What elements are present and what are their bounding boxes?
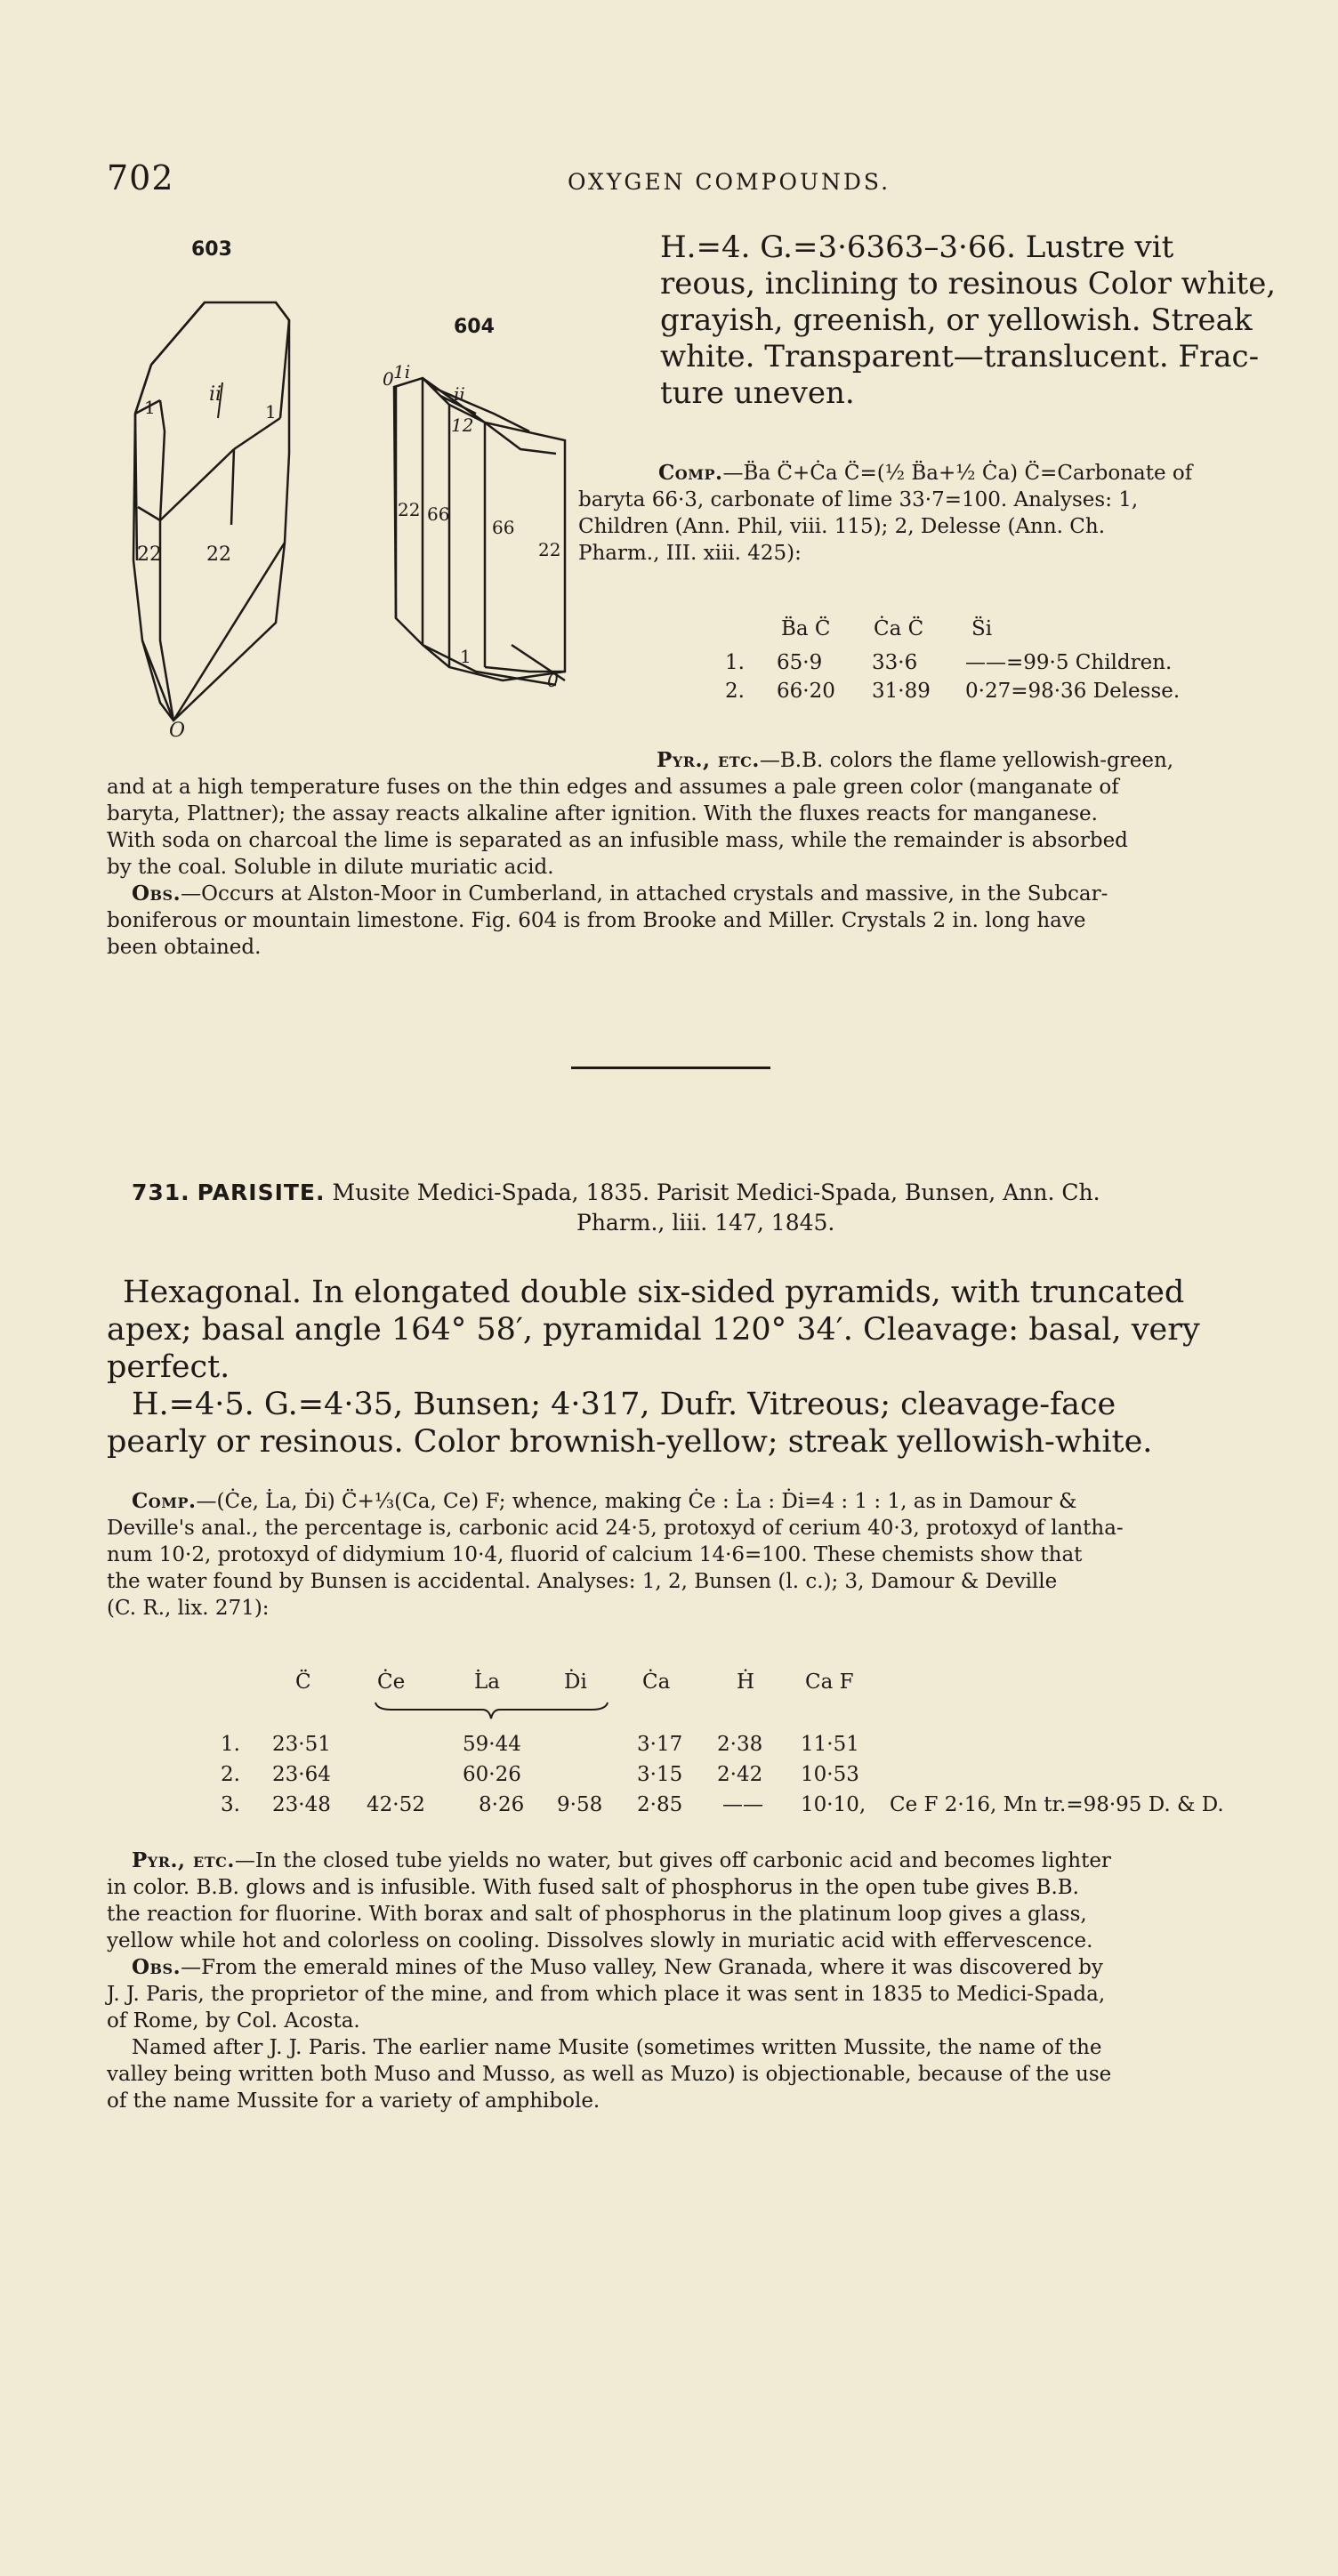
table-header: Ċa [642,1670,671,1694]
table-header: S̈i [971,617,993,640]
text-line: apex; basal angle 164° 58′, pyramidal 120° 34′. Cleavage: basal, very [107,1312,1200,1348]
species-name: PARISITE. [197,1179,326,1205]
table-header: Ḣ [737,1670,755,1694]
svg-text:66: 66 [427,503,450,525]
table-cell: 10·10, [801,1793,866,1816]
table-cell: 2·42 [717,1763,763,1786]
table-cell: 3·17 [637,1733,683,1756]
group-brace [374,1699,609,1722]
table-cell: 33·6 [872,651,918,674]
table-cell: 2·38 [717,1733,763,1756]
text-line: —From the emerald mines of the Muso valley, New Granada, where it was discovered by [181,1956,1103,1979]
table-cell: 1. [725,651,745,674]
parisite-pyrognostics [107,1847,1326,2114]
table-cell: 65·9 [777,651,823,674]
figure-604-label: 604 [454,316,495,338]
table-header: Ca F [805,1670,854,1694]
svg-text:22: 22 [398,499,421,520]
svg-text:O: O [169,720,186,738]
svg-text:66: 66 [492,517,515,538]
text-line: pearly or resinous. Color brownish-yellow; streak yellowish-white. [107,1424,1153,1460]
text-line: baryta 66·3, carbonate of lime 33·7=100. Analyses: 1, [578,488,1139,511]
text-line: ture uneven. [660,375,855,411]
table-cell: 42·52 [367,1793,425,1816]
table-header: L̇a [474,1670,500,1694]
text-line: Deville's anal., the percentage is, carbonic acid 24·5, protoxyd of cerium 40·3, protoxyd of lantha- [107,1517,1124,1540]
running-head: OXYGEN COMPOUNDS. [568,169,891,195]
table-cell: 3. [221,1793,240,1816]
witherite-pyrognostics [107,747,1326,961]
svg-text:1: 1 [265,401,277,423]
text-line: (C. R., lix. 271): [107,1597,270,1620]
text-line: grayish, greenish, or yellowish. Streak [660,302,1253,338]
obs-heading: Obs. [132,1955,181,1979]
text-line: perfect. [107,1349,230,1385]
table-cell: 59·44 [463,1733,521,1756]
table-cell: 0·27=98·36 Delesse. [965,680,1181,703]
pyr-heading: Pyr., etc. [132,1848,235,1872]
text-line: —Occurs at Alston-Moor in Cumberland, in attached crystals and massive, in the Subcar- [181,882,1108,906]
table-header: Ċe [377,1670,406,1694]
svg-text:0: 0 [547,670,559,691]
table-cell: ——=99·5 Children. [965,651,1173,674]
synonymy-line: Musite Medici-Spada, 1835. Parisit Medici-Spada, Bunsen, Ann. Ch. [332,1179,1100,1205]
text-line: —In the closed tube yields no water, but gives off carbonic acid and becomes lighter [234,1849,1111,1872]
svg-text:1: 1 [144,397,156,418]
svg-text:22: 22 [137,543,162,566]
table-header: B̈a C̈ [781,617,831,640]
text-line: H.=4. G.=3·6363–3·66. Lustre vit [660,229,1174,265]
svg-text:ii: ii [454,383,465,405]
text-line: reous, inclining to resinous Color white, [660,266,1277,302]
table-cell: Ce F 2·16, Mn tr.=98·95 D. & D. [890,1793,1224,1816]
text-line: —(Ċe, L̇a, Ḋi) C̈+⅓(Ca, Ce) F; whence, making Ċe : L̇a : Ḋi=4 : 1 : 1, as in Damour & [196,1490,1077,1513]
text-line: With soda on charcoal the lime is separated as an infusible mass, while the remainder is absorbed [107,829,1128,852]
text-line: Children (Ann. Phil, viii. 115); 2, Delesse (Ann. Ch. [578,515,1106,538]
table-cell: 3·15 [637,1763,683,1786]
text-line: by the coal. Soluble in dilute muriatic acid. [107,856,554,879]
text-line: the water found by Bunsen is accidental. Analyses: 1, 2, Bunsen (l. c.); 3, Damour & Deville [107,1570,1058,1593]
text-line: baryta, Plattner); the assay reacts alkaline after ignition. With the fluxes reacts for manganese. [107,802,1098,825]
table-cell: 1. [221,1733,240,1756]
table-cell: —— [722,1793,763,1816]
pyr-heading: Pyr., etc. [657,748,760,772]
table-cell: 11·51 [801,1733,859,1756]
text-line: num 10·2, protoxyd of didymium 10·4, fluorid of calcium 14·6=100. These chemists show that [107,1543,1083,1566]
section-divider [571,1067,770,1069]
table-cell: 23·51 [272,1733,331,1756]
table-cell: 66·20 [777,680,835,703]
table-cell: 2. [221,1763,240,1786]
svg-text:1i: 1i [393,361,411,382]
text-line: —B.B. colors the flame yellowish-green, [759,749,1174,772]
table-cell: 8·26 [479,1793,525,1816]
comp-heading: Comp. [132,1489,197,1513]
comp-heading: Comp. [658,461,723,485]
text-line: in color. B.B. glows and is infusible. With fused salt of phosphorus in the open tube gives B.B. [107,1876,1079,1899]
witherite-analysis-table [0,616,1338,713]
figure-603-label: 603 [191,238,232,261]
table-cell: 9·58 [557,1793,603,1816]
fig603-face-ii: ii [209,383,222,406]
table-header: Ċa C̈ [874,617,924,640]
table-cell: 2. [725,680,745,703]
table-cell: 31·89 [872,680,931,703]
table-cell: 10·53 [801,1763,859,1786]
text-line: of Rome, by Col. Acosta. [107,2009,360,2033]
synonymy-line: Pharm., liii. 147, 1845. [576,1210,835,1236]
text-line: H.=4·5. G.=4·35, Bunsen; 4·317, Dufr. Vitreous; cleavage-face [132,1387,1116,1422]
species-number: 731. [132,1179,190,1205]
text-line: Named after J. J. Paris. The earlier name Musite (sometimes written Mussite, the name of the [132,2036,1102,2059]
witherite-composition [578,460,1326,567]
svg-text:12: 12 [451,415,474,436]
svg-text:0: 0 [383,368,394,390]
text-line: Hexagonal. In elongated double six-sided pyramids, with truncated [123,1275,1185,1310]
parisite-composition [107,1488,1326,1622]
table-cell: 2·85 [637,1793,683,1816]
text-line: J. J. Paris, the proprietor of the mine, and from which place it was sent in 1835 to Medici-Spada, [107,1983,1106,2006]
parisite-analysis-table [0,1669,1338,1829]
witherite-properties [660,229,1318,412]
text-line: the reaction for fluorine. With borax and salt of phosphorus in the platinum loop gives a glass, [107,1903,1087,1926]
text-line: and at a high temperature fuses on the thin edges and assumes a pale green color (manganate of [107,776,1119,799]
table-header: C̈ [295,1670,311,1694]
table-cell: 23·48 [272,1793,331,1816]
text-line: Pharm., III. xiii. 425): [578,542,802,565]
text-line: —B̈a C̈+Ċa C̈=(½ B̈a+½ Ċa) C̈=Carbonate of [722,462,1193,485]
obs-heading: Obs. [132,881,181,906]
svg-text:22: 22 [206,543,231,566]
parisite-heading [132,1178,1324,1238]
text-line: yellow while hot and colorless on cooling. Dissolves slowly in muriatic acid with effervescence. [107,1929,1093,1952]
svg-text:1: 1 [460,646,472,667]
text-line: of the name Mussite for a variety of amphibole. [107,2089,600,2113]
parisite-description [107,1274,1326,1461]
svg-text:22: 22 [538,539,561,560]
text-line: white. Transparent—translucent. Frac- [660,339,1260,374]
table-cell: 60·26 [463,1763,521,1786]
text-line: valley being written both Muso and Musso, as well as Muzo) is objectionable, because of the use [107,2063,1112,2086]
page-number: 702 [107,158,174,197]
table-cell: 23·64 [272,1763,331,1786]
text-line: been obtained. [107,936,262,959]
table-header: Ḋi [564,1670,587,1694]
text-line: boniferous or mountain limestone. Fig. 604 is from Brooke and Miller. Crystals 2 in. long have [107,909,1086,932]
